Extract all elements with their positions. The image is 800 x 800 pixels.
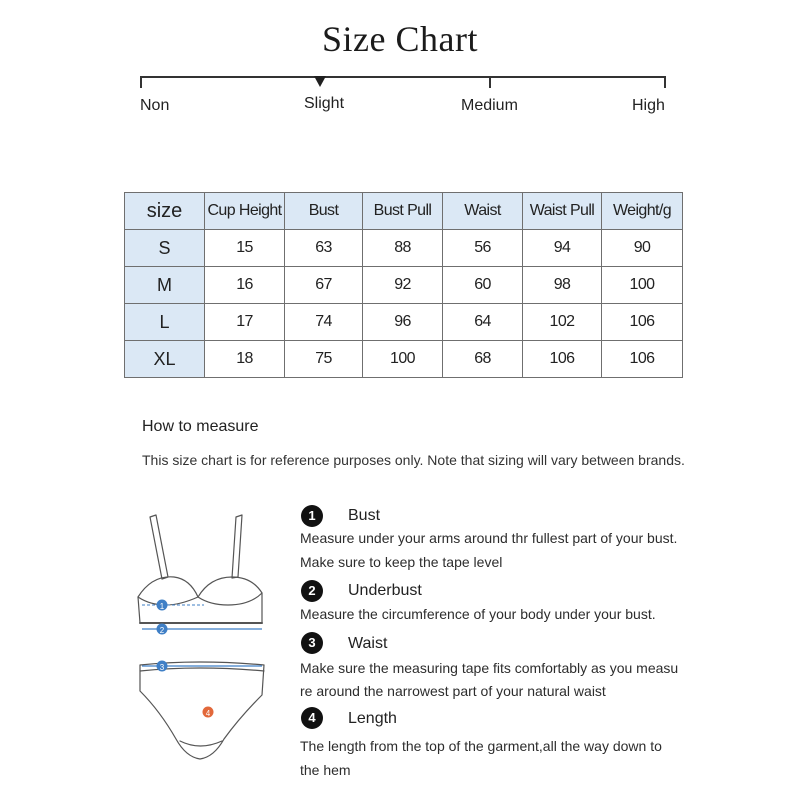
step-4-line-2: the hem bbox=[300, 762, 351, 778]
table-cell: 100 bbox=[363, 341, 443, 378]
scale-label-slight: Slight bbox=[304, 95, 345, 112]
step-4-line-1: The length from the top of the garment,all the way down to bbox=[300, 738, 662, 754]
size-label: M bbox=[125, 267, 205, 304]
measure-note: This size chart is for reference purposes only. Note that sizing will vary between brands. bbox=[142, 452, 685, 468]
table-row bbox=[125, 341, 683, 378]
left-cup bbox=[138, 577, 198, 605]
scale-tick-non bbox=[140, 76, 142, 88]
left-strap bbox=[150, 515, 168, 579]
table-cell: 18 bbox=[205, 341, 285, 378]
table-cell: 102 bbox=[523, 304, 602, 341]
table-cell: 106 bbox=[523, 341, 602, 378]
svg-text:1: 1 bbox=[159, 602, 165, 611]
size-table bbox=[124, 192, 683, 378]
table-row bbox=[125, 304, 683, 341]
header-waist: Waist bbox=[443, 193, 523, 230]
table-cell: 16 bbox=[205, 267, 285, 304]
table-row bbox=[125, 230, 683, 267]
header-weight: Weight/g bbox=[602, 193, 683, 230]
step-2-name: Underbust bbox=[348, 582, 422, 599]
right-strap bbox=[232, 515, 242, 578]
scale-line bbox=[140, 76, 666, 78]
table-cell: 63 bbox=[285, 230, 363, 267]
svg-text:2: 2 bbox=[159, 626, 165, 635]
step-4-name: Length bbox=[348, 710, 397, 727]
size-label: L bbox=[125, 304, 205, 341]
table-cell: 56 bbox=[443, 230, 523, 267]
svg-text:4: 4 bbox=[205, 709, 211, 718]
table-cell: 90 bbox=[602, 230, 683, 267]
step-2-number-icon: 2 bbox=[301, 580, 323, 602]
table-cell: 98 bbox=[523, 267, 602, 304]
table-cell: 88 bbox=[363, 230, 443, 267]
table-cell: 67 bbox=[285, 267, 363, 304]
scale-tick-high bbox=[664, 76, 666, 88]
table-cell: 94 bbox=[523, 230, 602, 267]
table-row bbox=[125, 267, 683, 304]
step-3-line-2: re around the narrowest part of your natural waist bbox=[300, 683, 606, 699]
table-cell: 74 bbox=[285, 304, 363, 341]
scale-label-non: Non bbox=[140, 97, 170, 114]
step-4-number-icon: 4 bbox=[301, 707, 323, 729]
top-band bbox=[138, 593, 262, 623]
table-cell: 17 bbox=[205, 304, 285, 341]
header-size: size bbox=[125, 193, 205, 230]
table-cell: 60 bbox=[443, 267, 523, 304]
size-label: XL bbox=[125, 341, 205, 378]
table-cell: 106 bbox=[602, 304, 683, 341]
table-cell: 100 bbox=[602, 267, 683, 304]
step-1-name: Bust bbox=[348, 507, 381, 524]
size-label: S bbox=[125, 230, 205, 267]
scale-label-high: High bbox=[632, 97, 665, 114]
header-waist-pull: Waist Pull bbox=[523, 193, 602, 230]
table-cell: 106 bbox=[602, 341, 683, 378]
scale-tick-medium bbox=[489, 76, 491, 88]
step-3-line-1: Make sure the measuring tape fits comfortably as you measu bbox=[300, 660, 679, 676]
svg-text:3: 3 bbox=[159, 663, 165, 672]
table-cell: 68 bbox=[443, 341, 523, 378]
step-1-line-1: Measure under your arms around thr fullest part of your bust. bbox=[300, 530, 678, 546]
step-1-line-2: Make sure to keep the tape level bbox=[300, 554, 503, 570]
scale-label-medium: Medium bbox=[461, 97, 518, 114]
table-header-row bbox=[125, 193, 683, 230]
step-2-line-1: Measure the circumference of your body under your bust. bbox=[300, 606, 656, 622]
step-3-name: Waist bbox=[348, 635, 388, 652]
table-cell: 15 bbox=[205, 230, 285, 267]
header-cup-height: Cup Height bbox=[205, 193, 285, 230]
table-cell: 75 bbox=[285, 341, 363, 378]
bikini-illustration bbox=[128, 505, 278, 785]
step-3-number-icon: 3 bbox=[301, 632, 323, 654]
table-cell: 92 bbox=[363, 267, 443, 304]
measure-heading: How to measure bbox=[142, 418, 259, 435]
table-cell: 64 bbox=[443, 304, 523, 341]
header-bust-pull: Bust Pull bbox=[363, 193, 443, 230]
table-cell: 96 bbox=[363, 304, 443, 341]
right-cup bbox=[198, 577, 262, 605]
scale-pointer-icon bbox=[314, 76, 326, 87]
page-title: Size Chart bbox=[322, 19, 478, 59]
bottom-garment bbox=[140, 662, 264, 759]
step-1-number-icon: 1 bbox=[301, 505, 323, 527]
header-bust: Bust bbox=[285, 193, 363, 230]
